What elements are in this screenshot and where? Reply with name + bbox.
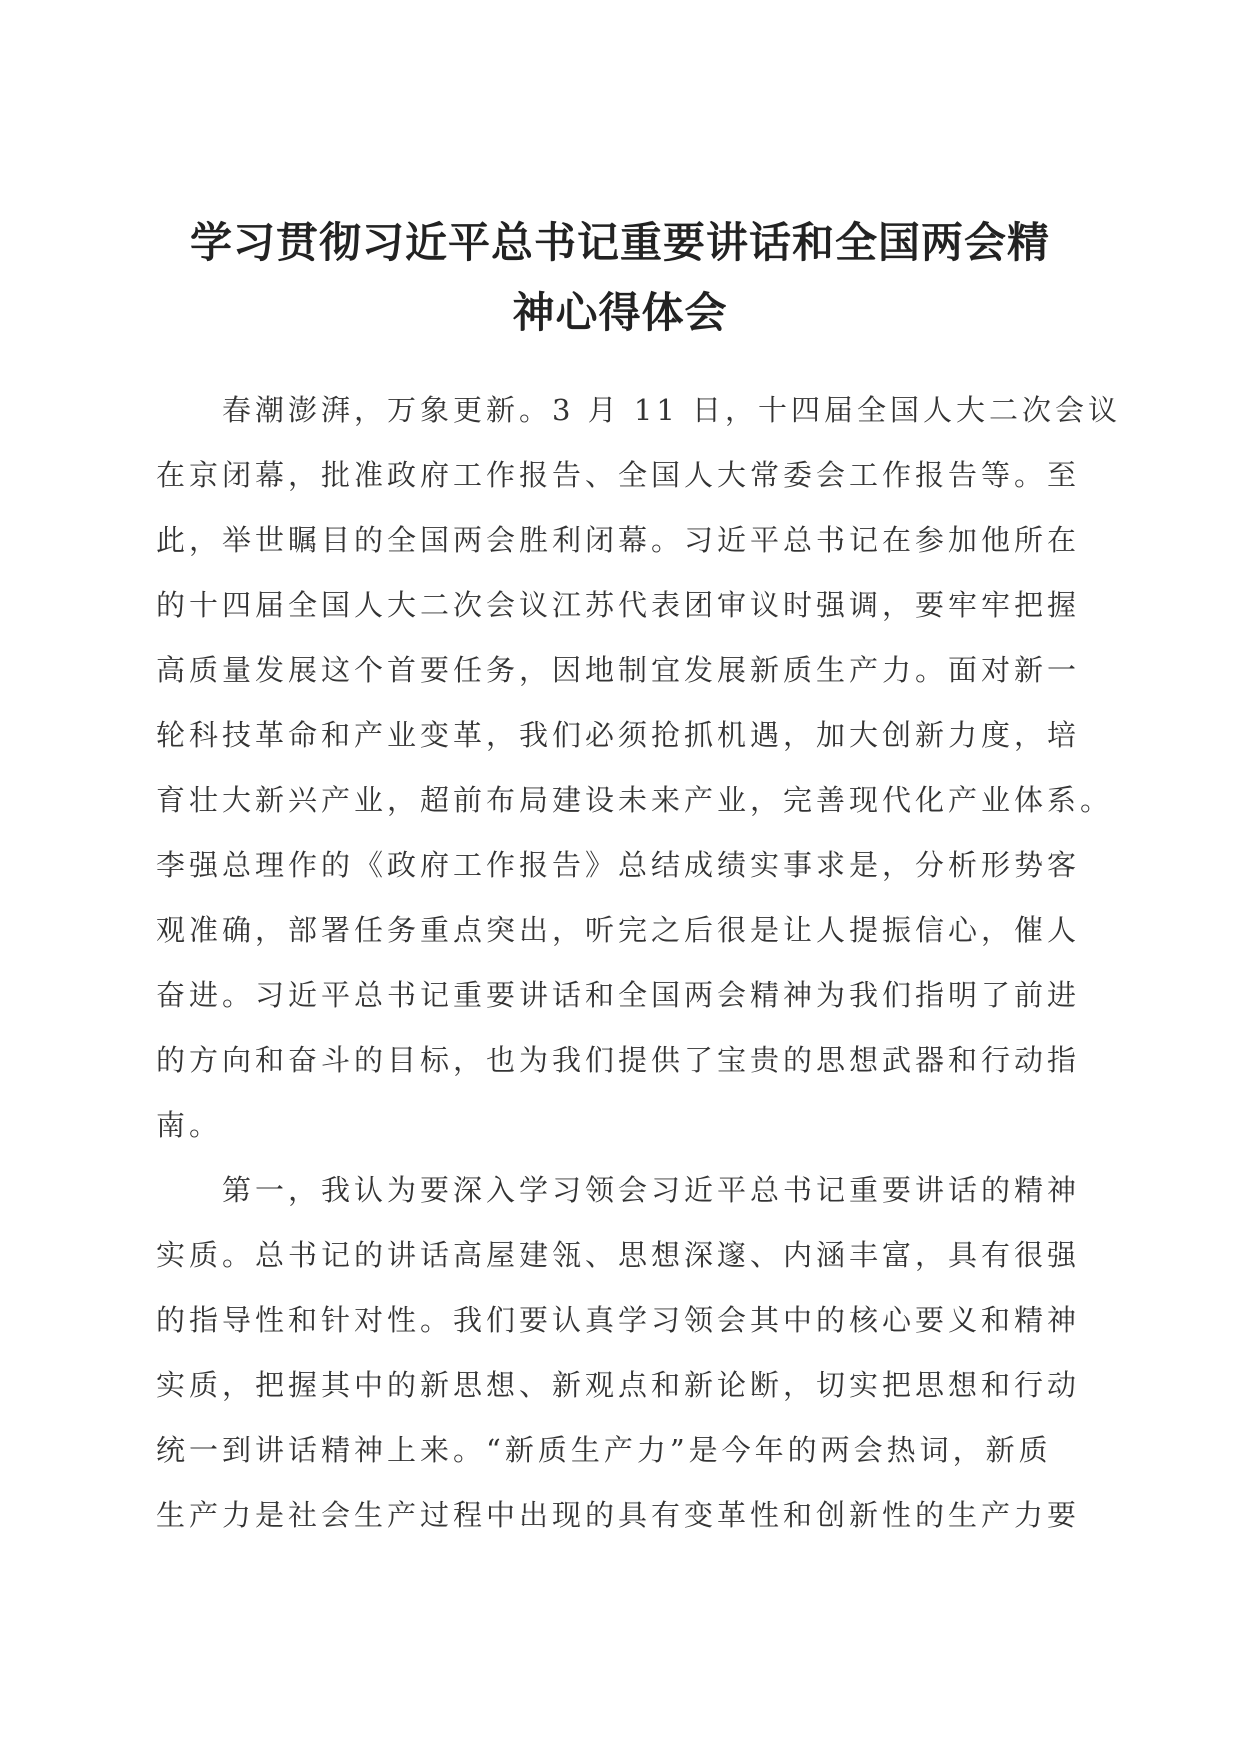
paragraph-1 bbox=[156, 378, 1122, 1158]
text-line: 观准确，部署任务重点突出，听完之后很是让人提振信心，催人 bbox=[156, 913, 1081, 947]
title-line: 学习贯彻习近平总书记重要讲话和全国两会精 bbox=[189, 218, 1050, 267]
text-line: 生产力是社会生产过程中出现的具有变革性和创新性的生产力要 bbox=[156, 1498, 1081, 1532]
text-line: 统一到讲话精神上来。“新质生产力”是今年的两会热词，新质 bbox=[156, 1433, 1052, 1467]
text-line: 实质。总书记的讲话高屋建瓴、思想深邃、内涵丰富，具有很强 bbox=[156, 1238, 1081, 1272]
text-line: 南。 bbox=[156, 1108, 223, 1142]
text-line: 高质量发展这个首要任务，因地制宜发展新质生产力。面对新一 bbox=[156, 653, 1081, 687]
title-line: 神心得体会 bbox=[512, 288, 728, 337]
document-title bbox=[150, 208, 1090, 348]
text-line: 的十四届全国人大二次会议江苏代表团审议时强调，要牢牢把握 bbox=[156, 588, 1081, 622]
text-line: 此，举世瞩目的全国两会胜利闭幕。习近平总书记在参加他所在 bbox=[156, 523, 1081, 557]
text-line: 的指导性和针对性。我们要认真学习领会其中的核心要义和精神 bbox=[156, 1303, 1081, 1337]
paragraph-2 bbox=[156, 1158, 1086, 1548]
text-line: 春潮澎湃，万象更新。3 月 11 日，十四届全国人大二次会议 bbox=[156, 393, 1122, 427]
text-line: 第一，我认为要深入学习领会习近平总书记重要讲话的精神 bbox=[156, 1173, 1081, 1207]
text-line: 实质，把握其中的新思想、新观点和新论断，切实把思想和行动 bbox=[156, 1368, 1081, 1402]
text-line: 李强总理作的《政府工作报告》总结成绩实事求是，分析形势客 bbox=[156, 848, 1081, 882]
text-line: 育壮大新兴产业，超前布局建设未来产业，完善现代化产业体系。 bbox=[156, 783, 1114, 817]
text-line: 在京闭幕，批准政府工作报告、全国人大常委会工作报告等。至 bbox=[156, 458, 1081, 492]
text-line: 的方向和奋斗的目标，也为我们提供了宝贵的思想武器和行动指 bbox=[156, 1043, 1081, 1077]
text-line: 奋进。习近平总书记重要讲话和全国两会精神为我们指明了前进 bbox=[156, 978, 1081, 1012]
text-line: 轮科技革命和产业变革，我们必须抢抓机遇，加大创新力度，培 bbox=[156, 718, 1081, 752]
document-body bbox=[156, 378, 1122, 1548]
